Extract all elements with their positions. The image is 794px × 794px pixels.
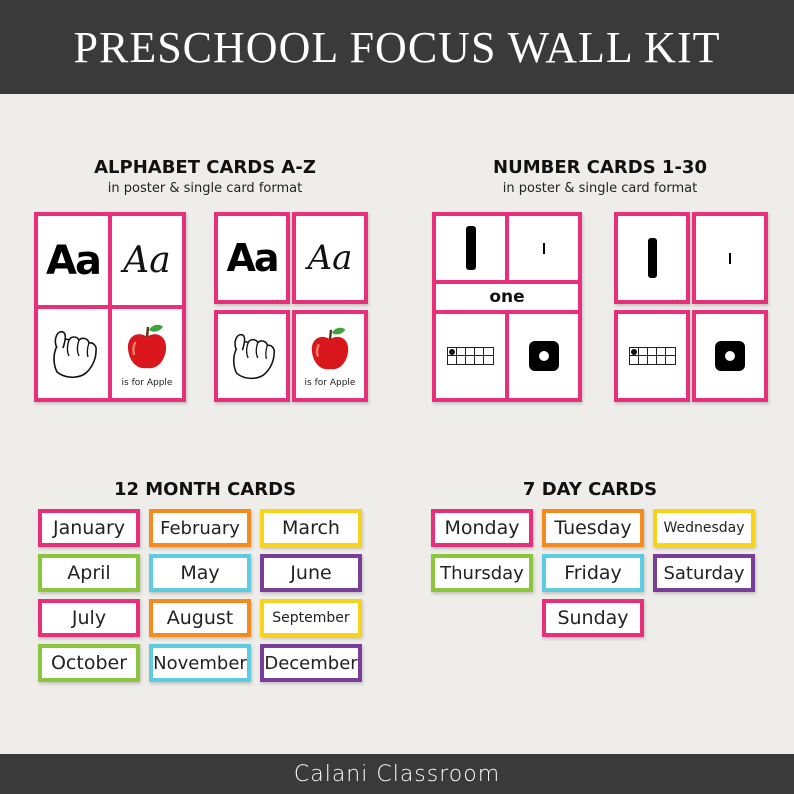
calendar-card-label: Thursday	[435, 558, 529, 588]
calendar-card-label: March	[264, 513, 358, 543]
apple-caption: is for Apple	[304, 378, 356, 388]
calendar-card-label: May	[153, 558, 247, 588]
asl-hand-sign-a-icon	[227, 329, 277, 383]
cursive-letter-cell	[112, 216, 182, 305]
calendar-card-label: Saturday	[657, 558, 751, 588]
footer-bar	[0, 754, 794, 794]
dice-one-icon	[529, 341, 559, 371]
calendar-card-label: November	[153, 648, 247, 678]
header-bar	[0, 0, 794, 94]
number-single-card-large	[614, 212, 690, 304]
brand-name: Calani Classroom	[293, 761, 501, 787]
calendar-card	[260, 644, 362, 682]
small-numeral-cell	[509, 216, 578, 280]
calendar-card	[38, 599, 140, 637]
apple-picture-cell	[112, 309, 182, 398]
asl-hand-sign-a-icon	[47, 326, 99, 382]
calendar-card-label: July	[42, 603, 136, 633]
calendar-card	[149, 554, 251, 592]
print-letter: Aa	[226, 236, 278, 280]
cursive-letter: Aa	[307, 238, 353, 278]
ten-frame-icon	[447, 347, 494, 365]
calendar-card	[260, 509, 362, 547]
calendar-card	[260, 599, 362, 637]
calendar-card	[542, 554, 644, 592]
calendar-card	[542, 599, 644, 637]
alphabet-single-card-apple	[292, 310, 368, 402]
sign-language-cell	[38, 309, 108, 398]
calendar-card-label: September	[264, 603, 358, 633]
page-title: PRESCHOOL FOCUS WALL KIT	[73, 22, 721, 72]
calendar-card-label: June	[264, 558, 358, 588]
alphabet-single-card-sign	[214, 310, 290, 402]
calendar-card-label: August	[153, 603, 247, 633]
numeral-one-small	[729, 253, 731, 264]
alphabet-single-card-cursive	[292, 212, 368, 304]
calendar-card	[431, 509, 533, 547]
calendar-card	[149, 509, 251, 547]
numeral-one-large	[648, 238, 657, 278]
number-single-card-dice	[692, 310, 768, 402]
dice-cell	[509, 314, 578, 398]
number-single-card-ten-frame	[614, 310, 690, 402]
calendar-card-label: Wednesday	[657, 513, 751, 543]
red-apple-icon	[125, 323, 169, 371]
calendar-card	[653, 554, 755, 592]
calendar-card-label: Sunday	[546, 603, 640, 633]
big-numeral-cell	[436, 216, 505, 280]
ten-frame-icon	[629, 347, 676, 365]
calendar-card-label: October	[42, 648, 136, 678]
numeral-one-large	[466, 226, 476, 270]
calendar-card-label: Tuesday	[546, 513, 640, 543]
alphabet-section-title: ALPHABET CARDS A-Z	[94, 157, 316, 178]
cursive-letter: Aa	[123, 240, 171, 281]
alphabet-poster	[34, 212, 186, 402]
numbers-section-title: NUMBER CARDS 1-30	[493, 157, 707, 178]
alphabet-single-card-print	[214, 212, 290, 304]
calendar-card-label: February	[153, 513, 247, 543]
ten-frame-cell	[436, 314, 505, 398]
number-word-cell	[436, 284, 578, 310]
print-letter-cell	[38, 216, 108, 305]
calendar-card-label: January	[42, 513, 136, 543]
calendar-card-label: December	[264, 648, 358, 678]
print-letter: Aa	[46, 237, 100, 284]
calendar-card	[431, 554, 533, 592]
numeral-one-small	[543, 243, 545, 254]
days-section-title: 7 DAY CARDS	[522, 479, 658, 500]
number-single-card-small	[692, 212, 768, 304]
calendar-card	[38, 644, 140, 682]
calendar-card	[149, 644, 251, 682]
calendar-card	[149, 599, 251, 637]
alphabet-section-subtitle: in poster & single card format	[107, 181, 303, 196]
calendar-card	[38, 554, 140, 592]
calendar-card	[542, 509, 644, 547]
calendar-card	[38, 509, 140, 547]
number-word: one	[489, 287, 525, 307]
months-section-title: 12 MONTH CARDS	[113, 479, 297, 500]
calendar-card	[653, 509, 755, 547]
numbers-section-subtitle: in poster & single card format	[502, 181, 698, 196]
number-poster	[432, 212, 582, 402]
dice-one-icon	[715, 341, 745, 371]
apple-caption: is for Apple	[121, 378, 173, 388]
calendar-card-label: Friday	[546, 558, 640, 588]
red-apple-icon	[309, 326, 351, 372]
calendar-card	[260, 554, 362, 592]
calendar-card-label: Monday	[435, 513, 529, 543]
calendar-card-label: April	[42, 558, 136, 588]
